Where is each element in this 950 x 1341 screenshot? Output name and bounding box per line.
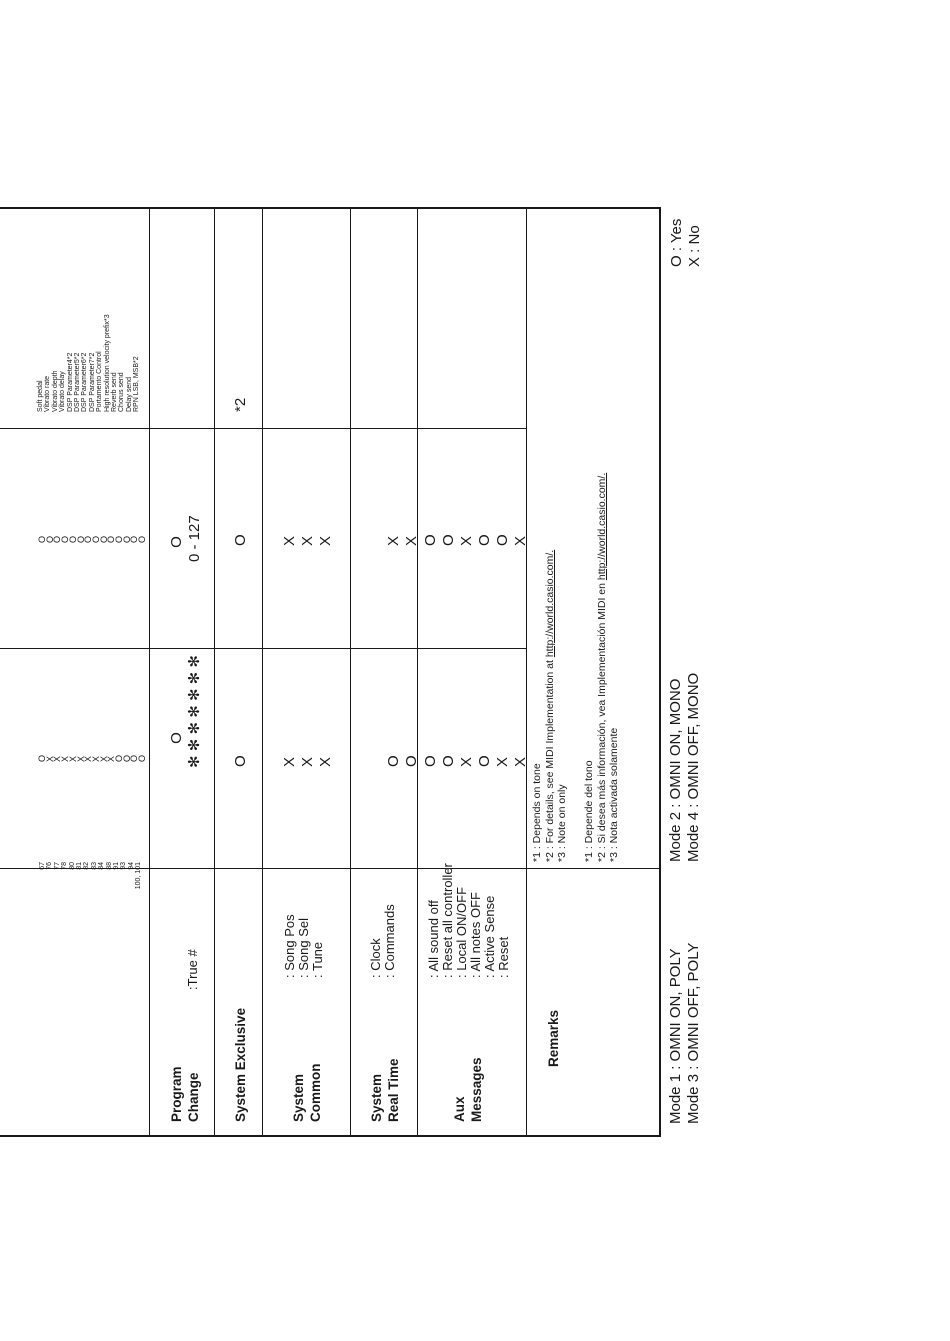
system-common-recognized-line: X xyxy=(299,535,316,546)
aux-messages-recognized-line: O xyxy=(422,534,439,546)
controller-recognized xyxy=(39,536,147,543)
controller-transmitted-line: X xyxy=(44,755,55,762)
controller-transmitted-line: X xyxy=(90,755,101,762)
controller-numbers-line: 80 xyxy=(68,862,76,870)
system-realtime-recognized xyxy=(385,536,421,546)
system-common-title xyxy=(290,1064,324,1123)
controller-recognized-line: O xyxy=(98,535,109,543)
legend-line: X : No xyxy=(685,225,703,267)
system-common-transmitted-line: X xyxy=(299,756,316,767)
aux-messages-transmitted-line: O xyxy=(476,755,493,767)
controller-recognized-line: O xyxy=(67,535,78,543)
system-exclusive-title-line: System Exclusive xyxy=(233,1007,248,1122)
system-common-items-line: : Tune xyxy=(310,941,325,978)
controller-recognized-line: O xyxy=(83,535,94,543)
controller-transmitted-line: X xyxy=(52,755,63,762)
aux-messages-title-line: Messages xyxy=(469,1057,484,1122)
system-common-recognized-line: X xyxy=(317,535,334,546)
controller-numbers-line: 84 xyxy=(98,862,106,870)
program-change-transmitted xyxy=(168,655,204,768)
remarks-title-line: Remarks xyxy=(546,1009,561,1067)
legend-line: O : Yes xyxy=(668,218,685,267)
program-change-title-line: Program xyxy=(169,1066,184,1122)
controller-numbers-line: 67 xyxy=(39,862,46,870)
controller-remarks-line: Soft pedal xyxy=(37,380,44,412)
controller-remarks-line: Reverb send xyxy=(111,372,119,412)
system-realtime-title-line: System xyxy=(369,1073,384,1122)
table-top-edge xyxy=(0,207,661,209)
controller-transmitted-line: O xyxy=(114,754,125,762)
remarks-english-line: *1 : Depends on tone xyxy=(531,763,543,862)
controller-transmitted-line: X xyxy=(60,755,71,762)
controller-recognized-line: O xyxy=(52,535,63,543)
system-realtime-transmitted-line: O xyxy=(385,755,402,767)
aux-messages-transmitted-line: X xyxy=(512,756,529,767)
row-divider-program xyxy=(214,207,215,1137)
system-common-title-line: Common xyxy=(308,1063,323,1122)
aux-messages-recognized-line: O xyxy=(440,534,457,546)
program-change-recognized xyxy=(168,515,204,562)
controller-remarks-line: RPN LSB, MSB*2 xyxy=(133,356,141,412)
controller-transmitted-line: X xyxy=(106,755,117,762)
aux-messages-title-line: Aux xyxy=(452,1096,467,1122)
controller-remarks-line: DSP Parameter7*2 xyxy=(88,352,96,412)
controller-transmitted-line: O xyxy=(129,754,140,762)
system-exclusive-transmitted xyxy=(232,755,250,767)
program-change-true-number-line: :True # xyxy=(185,949,200,990)
system-realtime-title xyxy=(368,1058,402,1122)
row-divider-controller xyxy=(149,207,150,1137)
controller-remarks-line: High resolution velocity prefix*3 xyxy=(103,314,111,412)
row-divider-sysex xyxy=(262,207,263,1137)
system-common-recognized xyxy=(281,536,335,546)
table-right-border xyxy=(659,207,661,1137)
system-realtime-recognized-line: X xyxy=(403,535,420,546)
remarks-english xyxy=(531,550,569,862)
controller-transmitted-line: X xyxy=(67,755,78,762)
controller-remarks-line: DSP Parameter5*2 xyxy=(74,352,82,412)
controller-recognized-line: O xyxy=(37,535,47,543)
aux-messages-recognized-line: X xyxy=(512,535,529,546)
system-common-transmitted xyxy=(281,757,335,767)
column-divider-recognized xyxy=(0,428,526,429)
controller-recognized-line: O xyxy=(121,535,132,543)
aux-messages-items-line: : Reset xyxy=(496,936,511,978)
controller-numbers-line: 83 xyxy=(90,862,98,870)
controller-remarks-line: DSP Parameter6*2 xyxy=(81,352,89,412)
controller-numbers-line: 88 xyxy=(105,862,113,870)
controller-recognized-line: O xyxy=(114,535,125,543)
controller-remarks-line: Vibrato rate xyxy=(44,375,52,412)
controller-transmitted-line: O xyxy=(37,754,47,762)
controller-recognized-line: O xyxy=(75,535,86,543)
remarks-english-line: *2 : For details, see MIDI Implementation at http://world.casio.com/. xyxy=(543,549,556,862)
legend xyxy=(668,219,703,267)
program-change-title-line: Change xyxy=(186,1072,201,1122)
controller-recognized-line: O xyxy=(90,535,101,543)
program-change-transmitted-line: O xyxy=(168,732,185,744)
aux-messages-recognized-line: X xyxy=(458,535,475,546)
mode-list-right-line: Mode 4 : OMNI OFF, MONO xyxy=(685,672,702,862)
program-change-transmitted-line: ✻ ✻ ✻ ✻ ✻ ✻ ✻ xyxy=(186,655,203,768)
mode-list-left-line: Mode 3 : OMNI OFF, POLY xyxy=(685,942,702,1124)
controller-numbers-line: 82 xyxy=(83,862,91,870)
controller-remarks-line: Vibrato delay xyxy=(59,371,67,412)
system-exclusive-remarks xyxy=(232,398,250,412)
system-realtime-items xyxy=(369,904,397,978)
controller-recognized-line: O xyxy=(137,535,148,543)
controller-transmitted-line: X xyxy=(83,755,94,762)
aux-messages-items-line: : Active Sense xyxy=(482,895,497,978)
system-realtime-transmitted xyxy=(385,755,421,767)
row-divider-common xyxy=(350,207,351,1137)
system-realtime-items-line: : Commands xyxy=(382,904,397,978)
aux-messages-items-line: : All sound off xyxy=(426,900,441,978)
system-common-transmitted-line: X xyxy=(281,756,298,767)
controller-numbers-line: 94 xyxy=(127,862,135,870)
aux-messages-transmitted-line: O xyxy=(422,755,439,767)
controller-numbers-line: 81 xyxy=(76,862,84,870)
system-common-items xyxy=(283,914,325,978)
program-change-recognized-line: 0 - 127 xyxy=(186,515,203,562)
controller-transmitted-line: X xyxy=(98,755,109,762)
remarks-title xyxy=(545,1010,562,1067)
controller-numbers-line: 91 xyxy=(113,862,121,870)
system-realtime-title-line: Real Time xyxy=(386,1058,401,1122)
program-change-true-number xyxy=(186,949,200,990)
remarks-english-line: *3 : Note on only xyxy=(556,784,568,862)
row-divider-aux xyxy=(526,207,527,1137)
aux-messages-items-line: : Reset all controller xyxy=(440,863,455,978)
table-bottom-edge xyxy=(0,1135,661,1137)
controller-numbers-line: 78 xyxy=(61,862,69,870)
remarks-spanish-line: *1 : Depende del tono xyxy=(583,760,595,862)
system-common-title-line: System xyxy=(291,1073,306,1122)
aux-messages-transmitted-line: O xyxy=(440,755,457,767)
mode-list-left xyxy=(667,943,703,1124)
controller-numbers-line: 77 xyxy=(53,862,61,870)
aux-messages-recognized xyxy=(422,534,530,546)
aux-messages-items xyxy=(427,863,511,978)
system-common-transmitted-line: X xyxy=(317,756,334,767)
controller-transmitted xyxy=(39,755,147,762)
controller-remarks-line: Delay send xyxy=(125,376,133,412)
row-divider-realtime xyxy=(417,207,418,1137)
system-exclusive-recognized xyxy=(232,534,250,546)
system-exclusive-transmitted-line: O xyxy=(232,755,249,767)
controller-remarks-line: Chorus send xyxy=(118,372,126,412)
system-realtime-transmitted-line: O xyxy=(403,755,420,767)
controller-transmitted-line: O xyxy=(121,754,132,762)
aux-messages-recognized-line: O xyxy=(476,534,493,546)
mode-list-right xyxy=(667,673,703,862)
remarks-spanish xyxy=(583,473,621,862)
casio-link[interactable]: http://world.casio.com/. xyxy=(543,549,556,658)
controller-recognized-line: O xyxy=(129,535,140,543)
program-change-recognized-line: O xyxy=(168,536,185,548)
controller-remarks-line: DSP Parameter4*2 xyxy=(66,352,74,412)
controller-transmitted-line: O xyxy=(137,754,148,762)
aux-messages-items-line: : Local ON/OFF xyxy=(454,886,469,978)
system-common-items-line: : Song Sel xyxy=(296,918,311,978)
system-common-items-line: : Song Pos xyxy=(282,914,297,978)
system-exclusive-title xyxy=(232,1008,249,1122)
controller-recognized-line: O xyxy=(106,535,117,543)
controller-numbers xyxy=(39,862,143,922)
mode-list-right-line: Mode 2 : OMNI ON, MONO xyxy=(667,678,684,862)
controller-transmitted-line: X xyxy=(75,755,86,762)
aux-messages-recognized-line: O xyxy=(494,534,511,546)
mode-list-left-line: Mode 1 : OMNI ON, POLY xyxy=(667,948,684,1124)
program-change-title xyxy=(168,1066,202,1122)
remarks-spanish-line: *3 : Nota activada solamente xyxy=(608,727,620,862)
controller-remarks xyxy=(37,314,141,412)
aux-messages-items-line: : All notes OFF xyxy=(468,892,483,978)
system-realtime-recognized-line: X xyxy=(385,535,402,546)
system-common-recognized-line: X xyxy=(281,535,298,546)
controller-numbers-line: 93 xyxy=(120,862,128,870)
remarks-spanish-line: *2 : Si desea más información, vea Implementación MIDI en http://world.casio.com/. xyxy=(595,472,608,862)
aux-messages-transmitted-line: X xyxy=(494,756,511,767)
controller-numbers-line: 76 xyxy=(46,862,54,870)
controller-recognized-line: O xyxy=(60,535,71,543)
aux-messages-title xyxy=(451,1057,485,1122)
controller-numbers-line: 100, 101 xyxy=(135,862,143,890)
aux-messages-transmitted-line: X xyxy=(458,756,475,767)
system-realtime-items-line: : Clock xyxy=(368,938,383,978)
controller-remarks-line: Portamento Control xyxy=(96,351,104,412)
column-divider-transmitted xyxy=(0,648,526,649)
aux-messages-transmitted xyxy=(422,755,530,767)
controller-remarks-line: Vibrato depth xyxy=(51,370,59,412)
system-exclusive-remarks-line: *2 xyxy=(232,397,249,412)
controller-recognized-line: O xyxy=(44,535,55,543)
casio-link[interactable]: http://world.casio.com/. xyxy=(595,472,608,581)
system-exclusive-recognized-line: O xyxy=(232,534,249,546)
